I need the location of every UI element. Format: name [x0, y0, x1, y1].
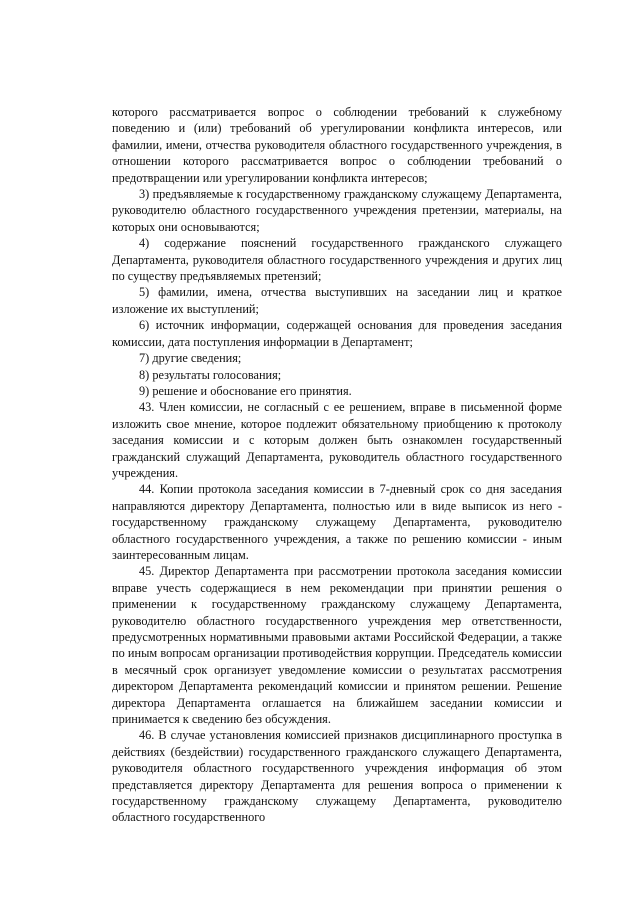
- document-page: [112, 104, 562, 826]
- paragraph-clause-44: 44. Копии протокола заседания комиссии в 7-дневный срок со дня заседания направляются директору Департамента, полностью или в виде выписок из него - государственному гражданскому служащему Департамента, руководителю областного государственного учреждения, а также по решению комиссии - иным заинтересованным лицам.: [112, 482, 562, 562]
- paragraph-clause-45: 45. Директор Департамента при рассмотрении протокола заседания комиссии вправе учесть содержащиеся в нем рекомендации при принятии решения о применении к государственному гражданскому служащему Департамента, руководителю областного государственного учреждения мер ответственности, предусмотренных нормативными правовыми актами Российской Федерации, а также по иным вопросам организации противодействия коррупции. Председатель комиссии в месячный срок организует уведомление комиссии о результатах рассмотрения директором Департамента рекомендаций комиссии и принятом решении. Решение директора Департамента оглашается на ближайшем заседании комиссии и принимается к сведению без обсуждения.: [112, 564, 562, 727]
- paragraph-item-6: 6) источник информации, содержащей основания для проведения заседания комиссии, дата поступления информации в Департамент;: [112, 318, 562, 349]
- paragraph-clause-46: 46. В случае установления комиссией признаков дисциплинарного проступка в действиях (бездействии) государственного гражданского служащего Департамента, руководителя областного государственного учреждения информация об этом представляется директору Департамента для решения вопроса о применении к государственному гражданскому служащему Департамента, руководителю областного государственного: [112, 728, 562, 825]
- paragraph-item-3: 3) предъявляемые к государственному гражданскому служащему Департамента, руководителю областного государственного учреждения претензии, материалы, на которых они основываются;: [112, 187, 562, 234]
- paragraph-item-9: 9) решение и обоснование его принятия.: [139, 383, 352, 398]
- paragraph-item-8: 8) результаты голосования;: [139, 367, 282, 382]
- paragraph-item-5: 5) фамилии, имена, отчества выступивших на заседании лиц и краткое изложение их выступлений;: [112, 285, 562, 316]
- paragraph-item-7: 7) другие сведения;: [139, 351, 242, 366]
- paragraph-clause-43: 43. Член комиссии, не согласный с ее решением, вправе в письменной форме изложить свое мнение, которое подлежит обязательному приобщению к протоколу заседания комиссии и с которым должен быть ознакомлен государственный гражданский служащий Департамента, руководитель областного государственного учреждения.: [112, 400, 562, 480]
- paragraph-item-4: 4) содержание пояснений государственного гражданского служащего Департамента, руководителя областного государственного учреждения и других лиц по существу предъявляемых претензий;: [112, 236, 562, 284]
- paragraph-continuation: которого рассматривается вопрос о соблюдении требований к служебному поведению и (или) требований об урегулировании конфликта интересов, или фамилии, имени, отчества руководителя областного государственного учреждения, в отношении которого рассматривается вопрос о соблюдении требований о предотвращении или урегулировании конфликта интересов;: [112, 105, 562, 185]
